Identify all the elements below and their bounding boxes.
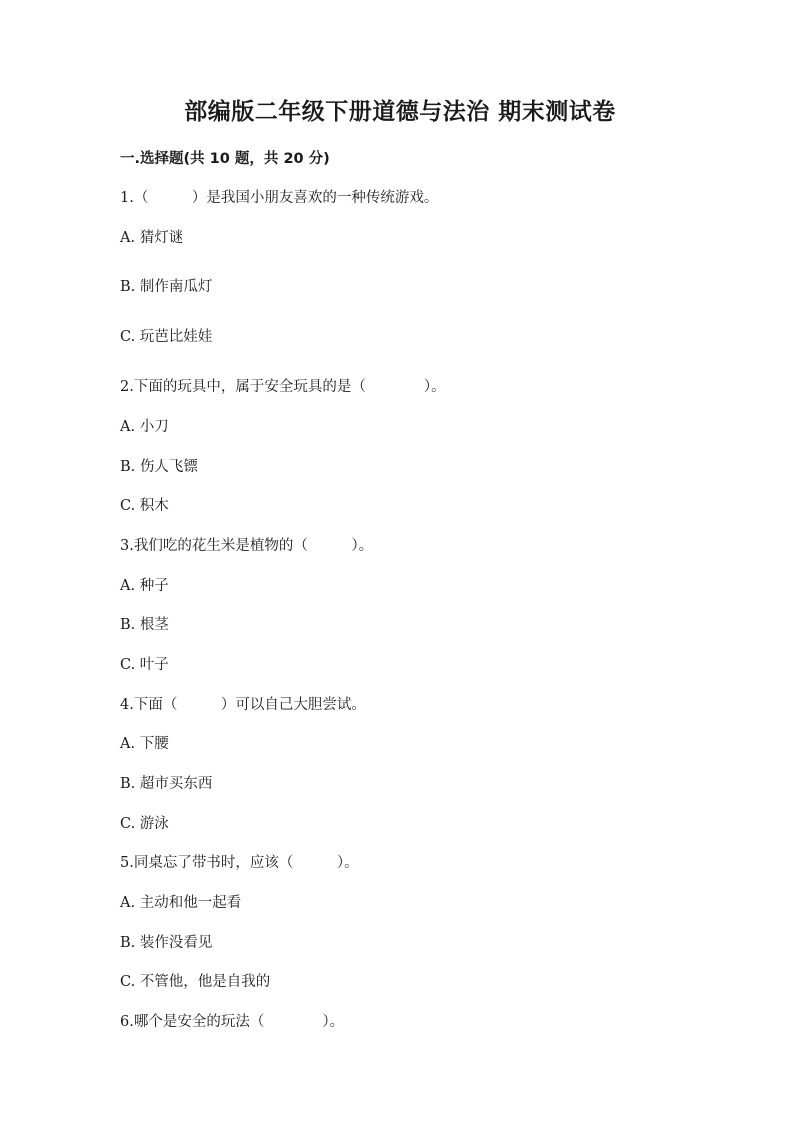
option-a: A. 主动和他一起看 xyxy=(120,895,242,911)
question-stem: 3.我们吃的花生米是植物的（ ）。 xyxy=(120,538,374,554)
question-stem: 4.下面（ ）可以自己大胆尝试。 xyxy=(120,697,366,713)
option-c: C. 不管他，他是自我的 xyxy=(120,974,271,990)
option-b: B. 超市买东西 xyxy=(120,776,213,792)
question-stem: 5.同桌忘了带书时，应该（ ）。 xyxy=(120,855,359,871)
section-heading: 一.选择题(共 10 题，共 20 分) xyxy=(120,151,330,167)
question-stem: 1.（ ）是我国小朋友喜欢的一种传统游戏。 xyxy=(120,190,439,206)
page-title: 部编版二年级下册道德与法治 期末测试卷 xyxy=(184,99,616,125)
option-c: C. 游泳 xyxy=(120,816,169,832)
option-a: A. 下腰 xyxy=(120,736,169,752)
option-b: B. 伤人飞镖 xyxy=(120,459,198,475)
option-c: C. 玩芭比娃娃 xyxy=(120,329,213,345)
option-b: B. 装作没看见 xyxy=(120,935,213,951)
option-b: B. 根茎 xyxy=(120,617,169,633)
question-stem: 6.哪个是安全的玩法（ ）。 xyxy=(120,1014,345,1030)
option-c: C. 积木 xyxy=(120,498,169,514)
option-a: A. 猜灯谜 xyxy=(120,230,184,246)
option-a: A. 种子 xyxy=(120,578,169,594)
option-b: B. 制作南瓜灯 xyxy=(120,279,213,295)
option-a: A. 小刀 xyxy=(120,419,169,435)
option-c: C. 叶子 xyxy=(120,657,169,673)
question-stem: 2.下面的玩具中，属于安全玩具的是（ ）。 xyxy=(120,379,446,395)
